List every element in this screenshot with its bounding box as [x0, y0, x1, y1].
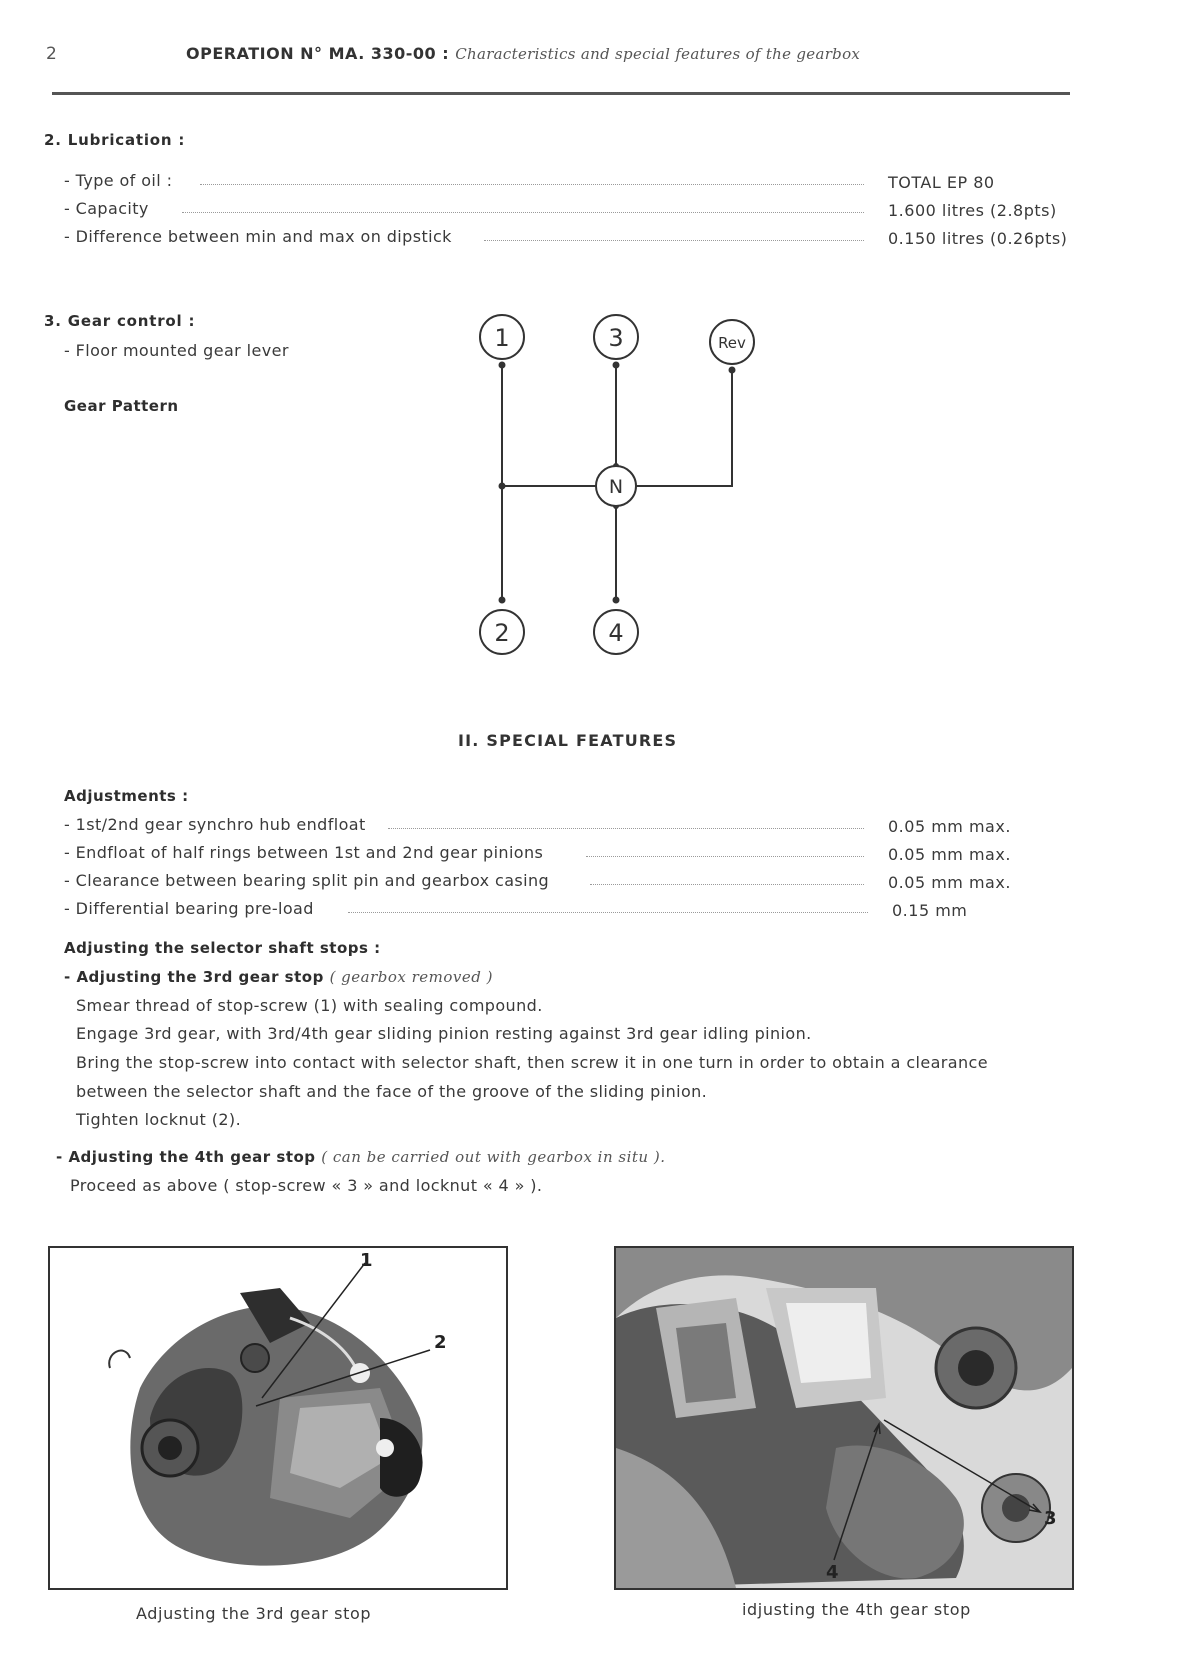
leader-dots — [388, 828, 864, 829]
adjustments-heading: Adjustments : — [64, 787, 189, 805]
gear-3-label: 3 — [608, 324, 624, 352]
reverse-label: Rev — [718, 334, 746, 352]
neutral-label: N — [608, 476, 624, 498]
procedure-line: Engage 3rd gear, with 3rd/4th gear sliding pinion resting against 3rd gear idling pinion. — [76, 1024, 812, 1043]
lube-row-label: - Difference between min and max on dipstick — [64, 227, 452, 246]
lubrication-heading: 2. Lubrication : — [44, 131, 186, 149]
header-subtitle: Characteristics and special features of the gearbox — [455, 45, 861, 63]
adjustment-value: 0.15 mm — [892, 901, 968, 920]
third-gear-stop-title — [64, 968, 493, 986]
gearbox-illustration-left — [50, 1248, 506, 1588]
procedure-line: Proceed as above ( stop-screw « 3 » and locknut « 4 » ). — [70, 1176, 543, 1195]
gear-pattern-diagram — [470, 305, 770, 665]
adjustment-value: 0.05 mm max. — [888, 817, 1011, 836]
page-header — [186, 44, 860, 63]
callout-2: 2 — [434, 1332, 447, 1353]
lube-row-value: 1.600 litres (2.8pts) — [888, 201, 1057, 220]
procedure-line: between the selector shaft and the face of the groove of the sliding pinion. — [76, 1082, 708, 1101]
adjustment-value: 0.05 mm max. — [888, 845, 1011, 864]
adjustment-label: - Clearance between bearing split pin and gearbox casing — [64, 871, 550, 890]
photo-3rd-gear-stop — [48, 1246, 508, 1590]
callout-4: 4 — [826, 1562, 839, 1583]
leader-dots — [200, 184, 864, 185]
gear-1-label: 1 — [494, 324, 510, 352]
gear-control-heading: 3. Gear control : — [44, 312, 196, 330]
fourth-gear-stop-label: - Adjusting the 4th gear stop — [56, 1148, 316, 1166]
procedure-line: Smear thread of stop-screw (1) with sealing compound. — [76, 996, 543, 1015]
page-number: 2 — [46, 44, 57, 64]
gear-lever-item: - Floor mounted gear lever — [64, 341, 289, 360]
third-gear-stop-label: - Adjusting the 3rd gear stop — [64, 968, 324, 986]
gearbox-illustration-right — [616, 1248, 1072, 1588]
lube-row-value: TOTAL EP 80 — [888, 173, 995, 192]
pattern-line — [636, 370, 732, 486]
special-features-heading: II. SPECIAL FEATURES — [458, 731, 678, 750]
adjustment-label: - Differential bearing pre-load — [64, 899, 314, 918]
photo-4th-gear-stop — [614, 1246, 1074, 1590]
leader-dots — [484, 240, 864, 241]
header-rule — [52, 92, 1070, 95]
adjustment-label: - 1st/2nd gear synchro hub endfloat — [64, 815, 366, 834]
lube-row-value: 0.150 litres (0.26pts) — [888, 229, 1068, 248]
adjustment-label: - Endfloat of half rings between 1st and 2nd gear pinions — [64, 843, 544, 862]
lube-row-label: - Type of oil : — [64, 171, 173, 190]
gear-2-label: 2 — [494, 619, 510, 647]
leader-dots — [590, 884, 864, 885]
gear-pattern-label: Gear Pattern — [64, 397, 179, 415]
gear-4-label: 4 — [608, 619, 624, 647]
adjustment-value: 0.05 mm max. — [888, 873, 1011, 892]
selector-stops-heading: Adjusting the selector shaft stops : — [64, 939, 381, 957]
leader-dots — [348, 912, 868, 913]
caption-right: idjusting the 4th gear stop — [742, 1600, 971, 1619]
callout-1: 1 — [360, 1250, 373, 1271]
fourth-gear-stop-note: ( can be carried out with gearbox in situ ). — [321, 1148, 666, 1166]
fourth-gear-stop-title — [56, 1148, 665, 1166]
procedure-line: Tighten locknut (2). — [76, 1110, 242, 1129]
callout-3: 3 — [1044, 1508, 1057, 1529]
leader-dots — [586, 856, 864, 857]
operation-number: OPERATION N° MA. 330-00 : — [186, 44, 450, 63]
caption-left: Adjusting the 3rd gear stop — [136, 1604, 372, 1623]
leader-dots — [182, 212, 864, 213]
lube-row-label: - Capacity — [64, 199, 149, 218]
third-gear-stop-note: ( gearbox removed ) — [329, 968, 494, 986]
procedure-line: Bring the stop-screw into contact with selector shaft, then screw it in one turn in order to obtain a clearance — [76, 1053, 988, 1072]
